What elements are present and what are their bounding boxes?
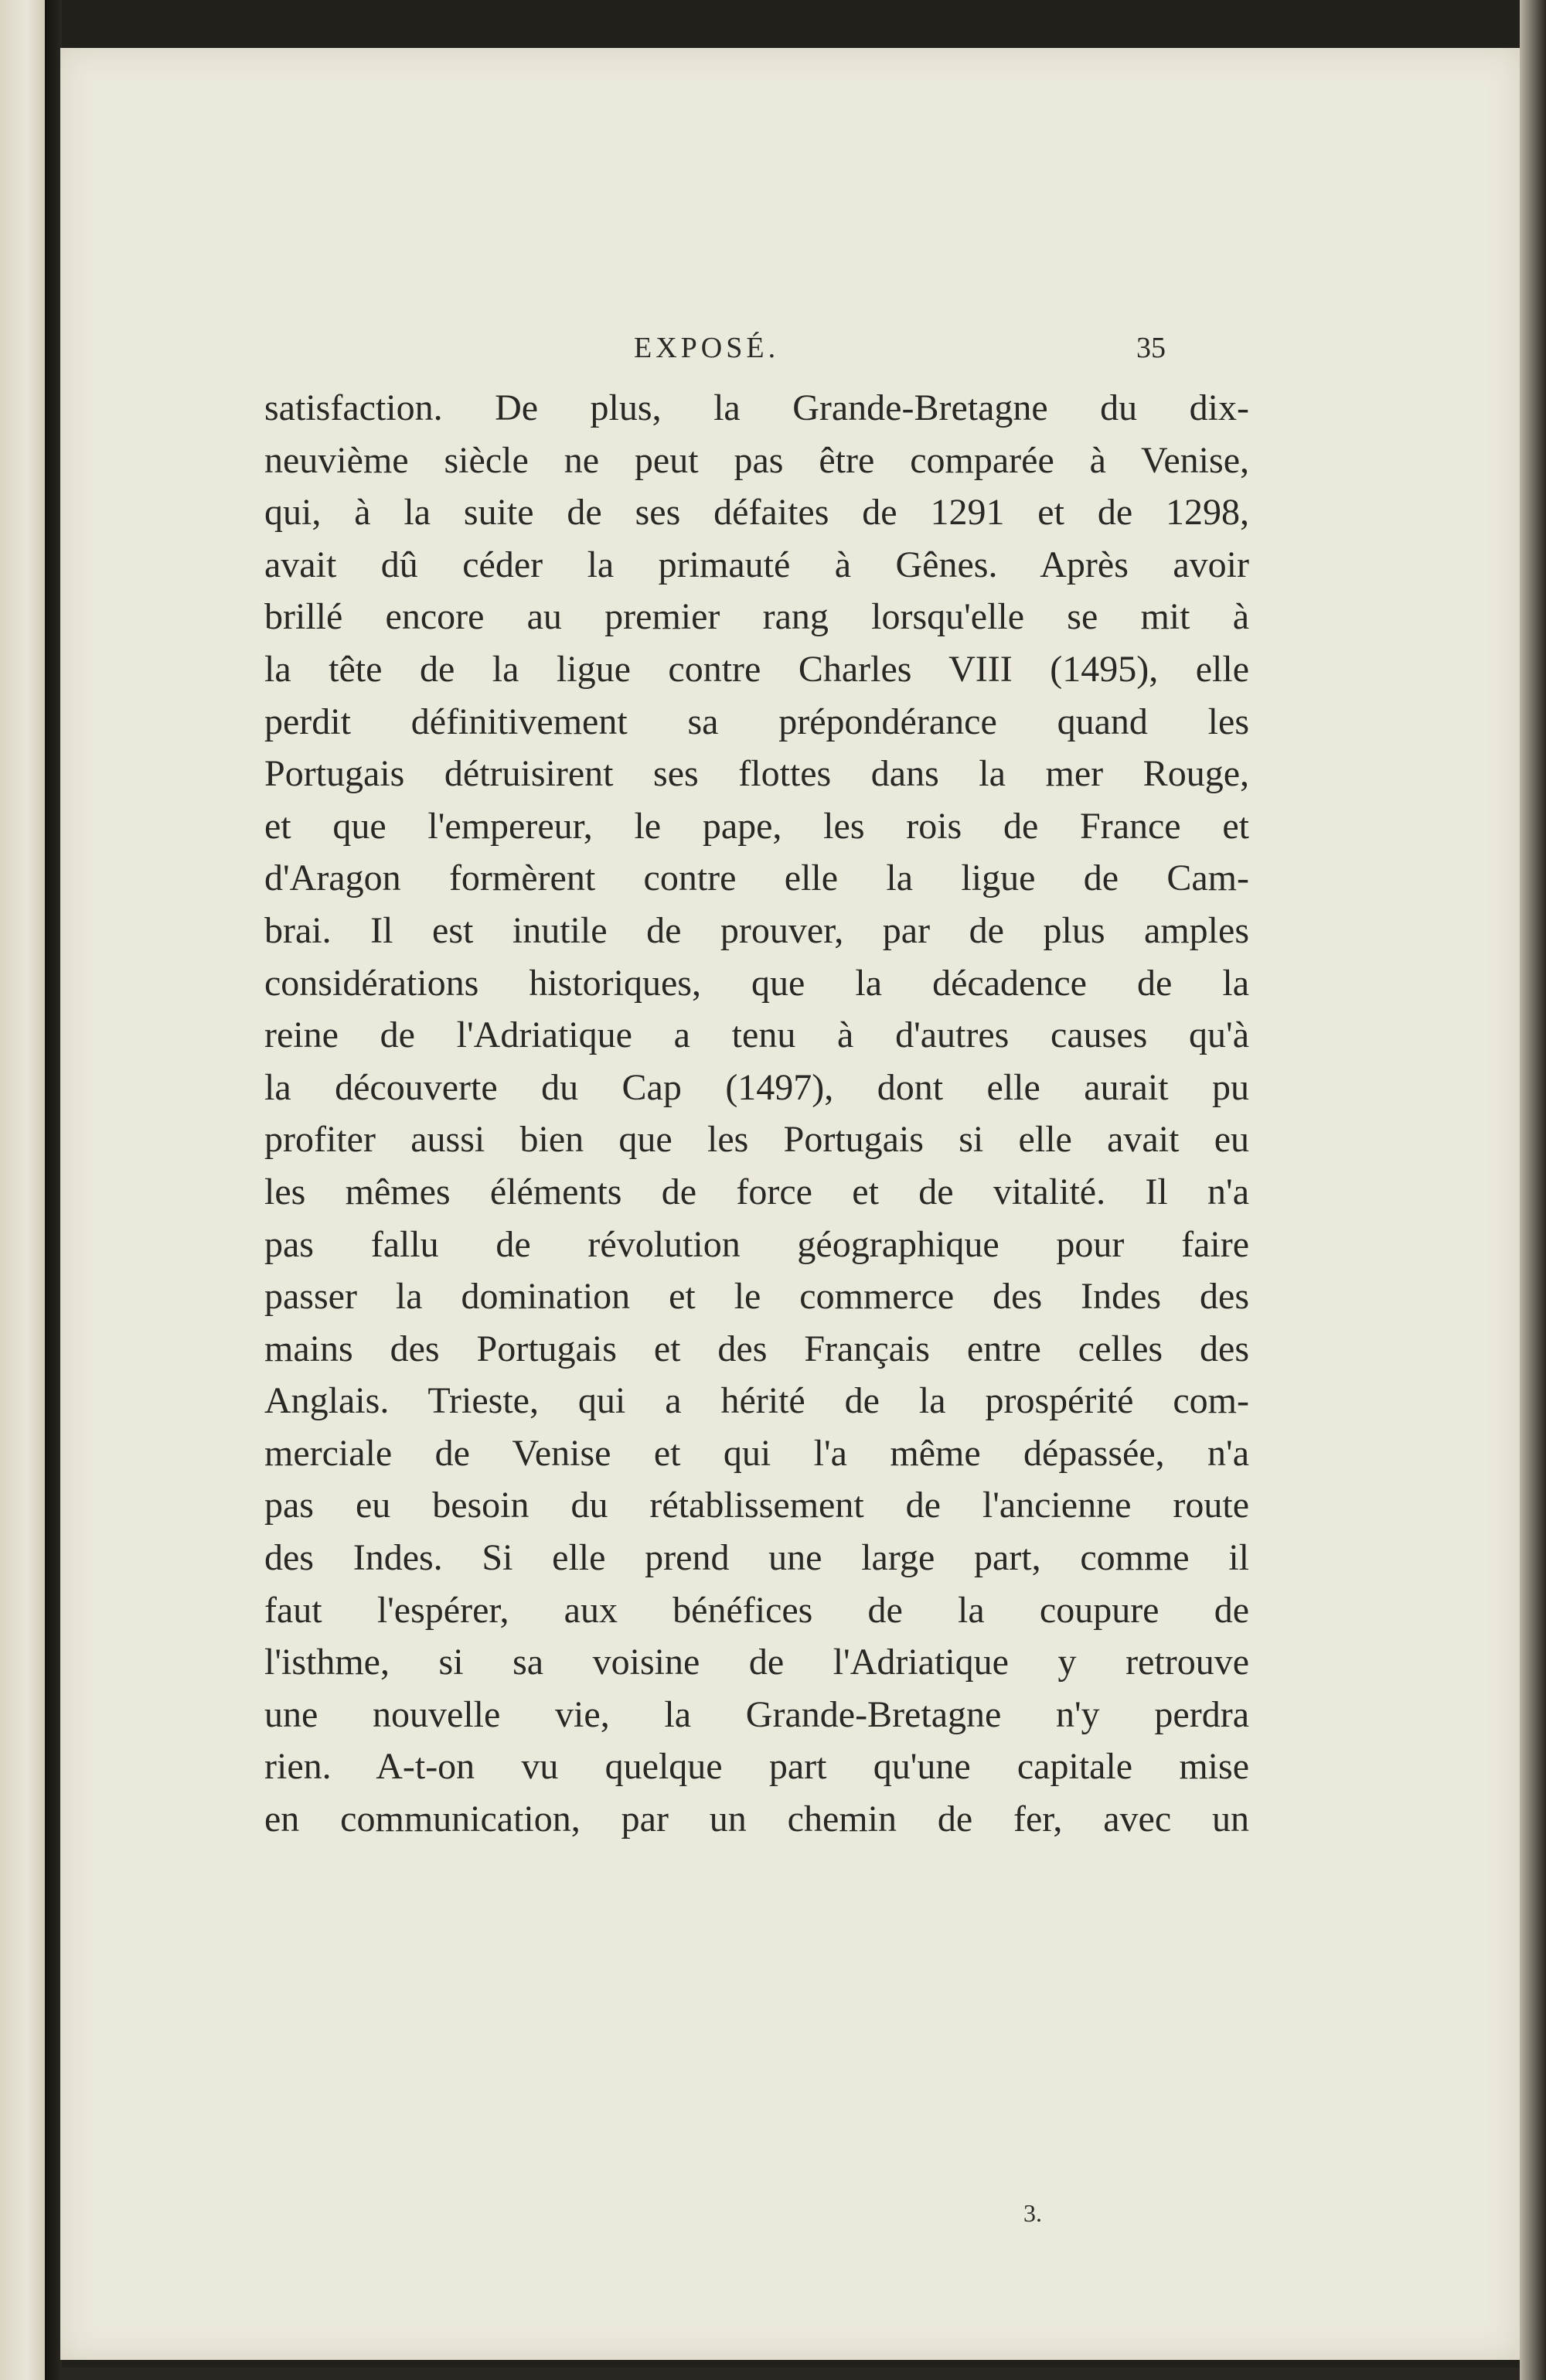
text-line: pas eu besoin du rétablissement de l'ancienne route — [264, 1485, 1249, 1526]
text-line: passer la domination et le commerce des Indes des — [264, 1276, 1249, 1318]
page-number: 35 — [1136, 332, 1166, 364]
text-line: brillé encore au premier rang lorsqu'elle se mit à — [264, 596, 1249, 638]
text-line: pas fallu de révolution géographique pour faire — [264, 1223, 1249, 1265]
text-line: mains des Portugais et des Français entre celles des — [264, 1328, 1249, 1369]
text-line: d'Aragon formèrent contre elle la ligue de Cam- — [264, 858, 1249, 899]
running-head-title: EXPOSÉ. — [634, 332, 780, 364]
text-line: les mêmes éléments de force et de vitalité. Il n'a — [264, 1171, 1249, 1212]
text-line: une nouvelle vie, la Grande-Bretagne n'y perdra — [264, 1693, 1249, 1735]
text-line: reine de l'Adriatique a tenu à d'autres causes qu'à — [264, 1014, 1249, 1056]
text-line: neuvième siècle ne peut pas être comparée à Venise, — [264, 439, 1249, 481]
text-line: et que l'empereur, le pape, les rois de France et — [264, 805, 1249, 847]
text-line: satisfaction. De plus, la Grande-Bretagne du dix- — [264, 387, 1249, 428]
text-line: merciale de Venise et qui l'a même dépassée, n'a — [264, 1432, 1249, 1474]
text-line: qui, à la suite de ses défaites de 1291 et de 1298, — [264, 492, 1249, 534]
text-line: des Indes. Si elle prend une large part, comme il — [264, 1537, 1249, 1579]
signature-mark: 3. — [1023, 2199, 1042, 2227]
book-page — [60, 48, 1520, 2360]
text-line: en communication, par un chemin de fer, avec un — [264, 1799, 1249, 1840]
right-page-edge — [1520, 0, 1546, 2380]
text-line: profiter aussi bien que les Portugais si elle avait eu — [264, 1119, 1249, 1161]
running-head — [60, 331, 1520, 377]
text-line: Portugais détruisirent ses flottes dans la mer Rouge, — [264, 753, 1249, 795]
text-line: la découverte du Cap (1497), dont elle aurait pu — [264, 1066, 1249, 1108]
body-text — [264, 382, 1249, 1846]
text-line: perdit définitivement sa prépondérance quand les — [264, 701, 1249, 742]
text-line: Anglais. Trieste, qui a hérité de la prospérité com- — [264, 1380, 1249, 1422]
book-gutter — [45, 0, 62, 2380]
text-line: brai. Il est inutile de prouver, par de plus amples — [264, 909, 1249, 951]
text-line: rien. A-t-on vu quelque part qu'une capitale mise — [264, 1746, 1249, 1788]
previous-page-edge — [0, 0, 45, 2380]
text-line: considérations historiques, que la décadence de la — [264, 962, 1249, 1004]
text-line: l'isthme, si sa voisine de l'Adriatique y retrouve — [264, 1642, 1249, 1683]
bottom-page-edge — [60, 2368, 1520, 2380]
text-line: faut l'espérer, aux bénéfices de la coupure de — [264, 1589, 1249, 1631]
text-line: avait dû céder la primauté à Gênes. Après avoir — [264, 544, 1249, 585]
text-line: la tête de la ligue contre Charles VIII (1495), elle — [264, 648, 1249, 690]
